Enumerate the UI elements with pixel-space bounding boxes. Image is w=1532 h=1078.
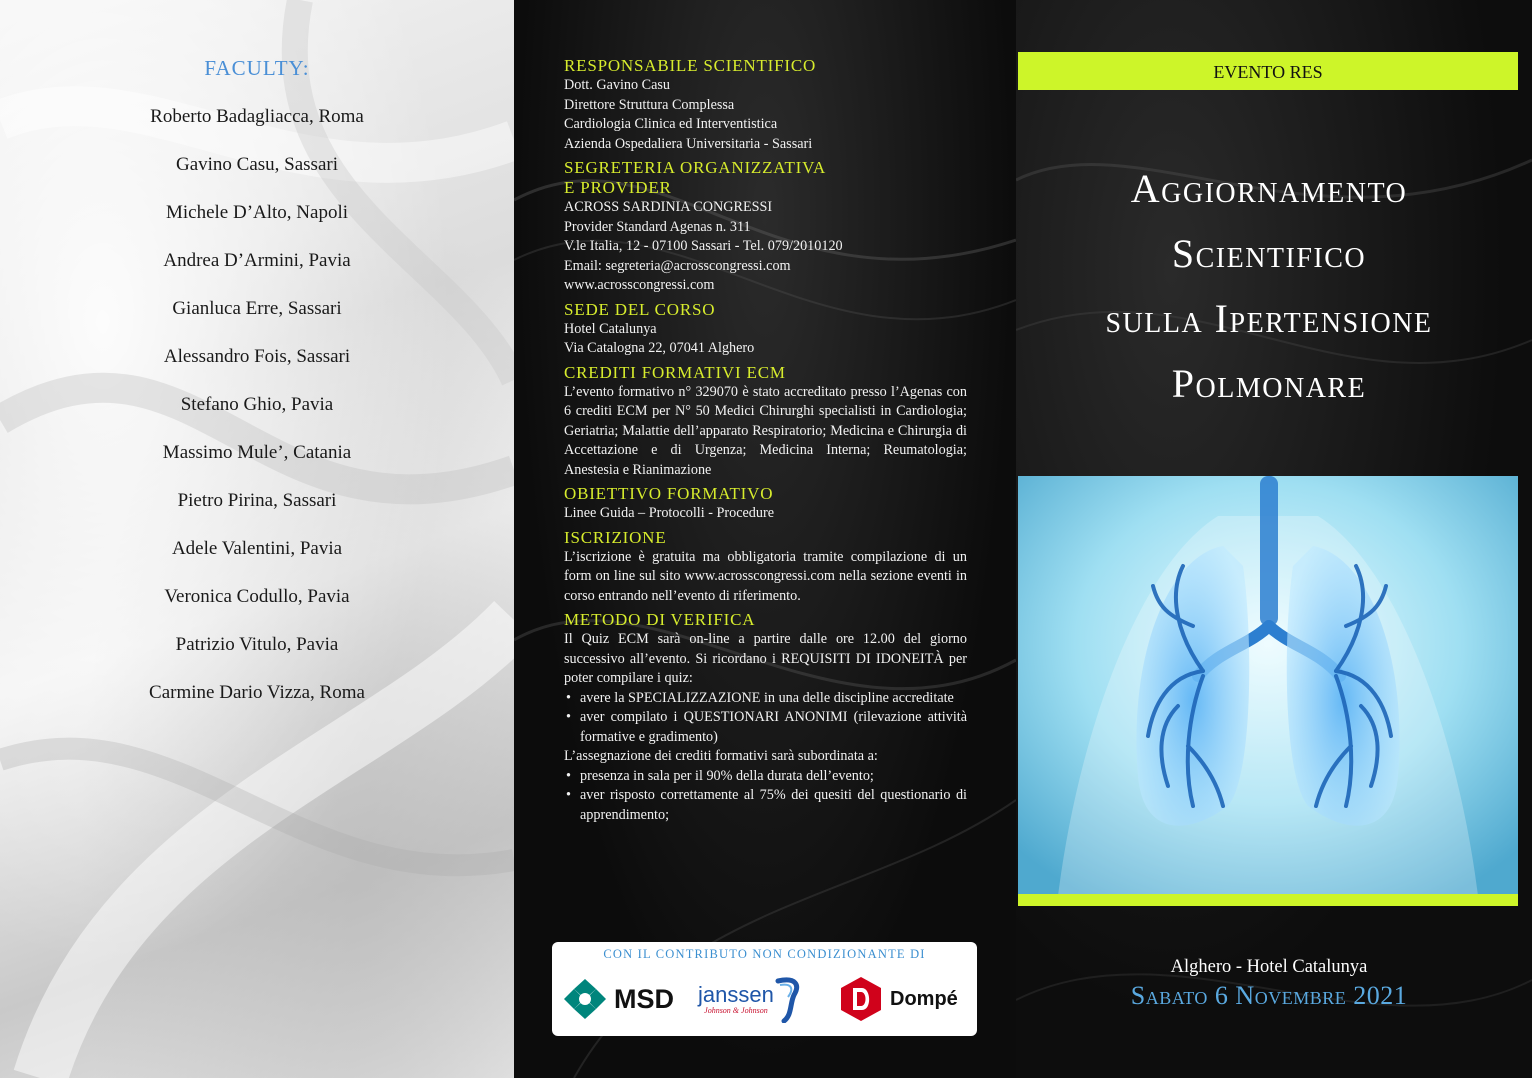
requisiti-list (564, 689, 967, 748)
section-responsabile (564, 56, 967, 154)
faculty-member: Roberto Badagliacca, Roma (150, 106, 364, 127)
section-title: METODO DI VERIFICA (564, 610, 756, 629)
dompe-emblem-icon (840, 976, 882, 1022)
faculty-member: Michele D’Alto, Napoli (165, 202, 349, 223)
email-line: Email: segreteria@acrosscongressi.com (564, 257, 791, 274)
jj-wordmark: Johnson & Johnson (704, 1005, 768, 1015)
info-paragraph: L’evento formativo n° 329070 è stato accreditato presso l’Agenas con 6 crediti ECM per N° 50 Medici Chirurghi specialisti in Cardiologia; Geriatria; Malattie dell’apparato Respiratorio; Medicina e Chirurgia di Accettazione e di Urgenza; Medicina Interna; Reumatologia; Anestesia e Rianimazione (564, 383, 967, 478)
section-obiettivo (564, 484, 967, 524)
section-verifica (564, 610, 967, 825)
event-date: Sabato 6 Novembre 2021 (1130, 981, 1408, 1010)
sponsor-heading: CON IL CONTRIBUTO NON CONDIZIONANTE DI (603, 947, 926, 961)
section-sede (564, 300, 967, 359)
faculty-member: Andrea D’Armini, Pavia (163, 250, 351, 271)
info-line: Provider Standard Agenas n. 311 (564, 218, 751, 235)
info-paragraph: L’assegnazione dei crediti formativi sarà subordinata a: (564, 748, 878, 764)
section-title: RESPONSABILE SCIENTIFICO (564, 56, 817, 75)
info-line: Dott. Gavino Casu (564, 77, 671, 93)
faculty-member: Gavino Casu, Sassari (175, 154, 338, 175)
title-line: Polmonare (1171, 361, 1367, 406)
event-title (1016, 156, 1522, 416)
info-paragraph: Il Quiz ECM sarà on-line a partire dalle ore 12.00 del giorno successivo all’evento. Si ricordano i REQUISITI DI IDONEITÀ per poter compilare i quiz: (564, 631, 967, 686)
faculty-list (0, 104, 514, 728)
lungs-illustration (1018, 476, 1518, 896)
janssen-logo (698, 974, 804, 1024)
section-title: E PROVIDER (564, 178, 672, 197)
info-line: Linee Guida – Protocolli - Procedure (564, 505, 774, 521)
title-line: Aggiornamento (1130, 166, 1408, 211)
section-title: SEGRETERIA ORGANIZZATIVA (564, 158, 827, 177)
accent-divider (1018, 894, 1518, 906)
faculty-member: Gianluca Erre, Sassari (172, 298, 342, 319)
faculty-member: Adele Valentini, Pavia (171, 538, 343, 559)
list-item: • aver compilato i QUESTIONARI ANONIMI (rilevazione attività formative e gradimento) (564, 708, 967, 747)
faculty-member: Pietro Pirina, Sassari (177, 490, 337, 511)
cover-panel (1016, 0, 1532, 1078)
section-title: SEDE DEL CORSO (564, 299, 716, 319)
title-line: sulla Ipertensione (1105, 296, 1433, 341)
faculty-member: Patrizio Vitulo, Pavia (175, 634, 339, 655)
info-content (564, 56, 967, 829)
section-iscrizione (564, 528, 967, 607)
lungs-image (1018, 476, 1518, 896)
list-item: • avere la SPECIALIZZAZIONE in una delle discipline accreditate (564, 689, 967, 709)
dompe-logo (840, 974, 958, 1024)
section-title: CREDITI FORMATIVI ECM (564, 362, 786, 382)
condizioni-list (564, 767, 967, 826)
section-crediti (564, 363, 967, 481)
janssen-wordmark: janssen (698, 981, 774, 1007)
msd-wordmark: MSD (614, 983, 674, 1014)
list-item: • presenza in sala per il 90% della durata dell’evento; (564, 767, 967, 787)
list-item: • aver risposto correttamente al 75% dei quesiti del questionario di apprendimento; (564, 786, 967, 825)
faculty-member: Alessandro Fois, Sassari (163, 346, 351, 367)
info-line: V.le Italia, 12 - 07100 Sassari - Tel. 079/2010120 (564, 238, 843, 254)
faculty-member: Stefano Ghio, Pavia (180, 394, 334, 415)
info-paragraph: L’iscrizione è gratuita ma obbligatoria tramite compilazione di un form on line sul sito www.acrosscongressi.com nella sezione eventi in corso entrando nell’evento di riferimento. (564, 548, 967, 604)
msd-logo (562, 974, 674, 1024)
faculty-member: Veronica Codullo, Pavia (164, 586, 350, 607)
faculty-member: Massimo Mule’, Catania (162, 442, 352, 463)
section-segreteria (564, 158, 967, 296)
title-line: Scientifico (1171, 231, 1367, 276)
info-line: Via Catalogna 22, 07041 Alghero (564, 340, 755, 356)
info-line: ACROSS SARDINIA CONGRESSI (564, 199, 773, 215)
info-line: Hotel Catalunya (564, 320, 657, 337)
info-line: Azienda Ospedaliera Universitaria - Sassari (564, 135, 813, 152)
faculty-member: Carmine Dario Vizza, Roma (149, 682, 365, 703)
info-line: Direttore Struttura Complessa (564, 96, 735, 113)
event-type-badge: EVENTO RES (1018, 52, 1518, 90)
faculty-panel (0, 0, 514, 1078)
dompe-wordmark: Dompé (890, 987, 958, 1010)
faculty-title: FACULTY: (204, 56, 310, 80)
event-location: Alghero - Hotel Catalunya (1170, 957, 1368, 977)
info-line: Cardiologia Clinica ed Interventistica (564, 116, 778, 132)
janssen-swoosh-icon (774, 975, 804, 1023)
section-title: OBIETTIVO FORMATIVO (564, 484, 774, 503)
section-title: ISCRIZIONE (564, 527, 667, 547)
website-line: www.acrosscongressi.com (564, 277, 715, 293)
msd-emblem-icon (562, 977, 608, 1021)
sponsor-box (552, 942, 977, 1036)
info-panel (514, 0, 1016, 1078)
